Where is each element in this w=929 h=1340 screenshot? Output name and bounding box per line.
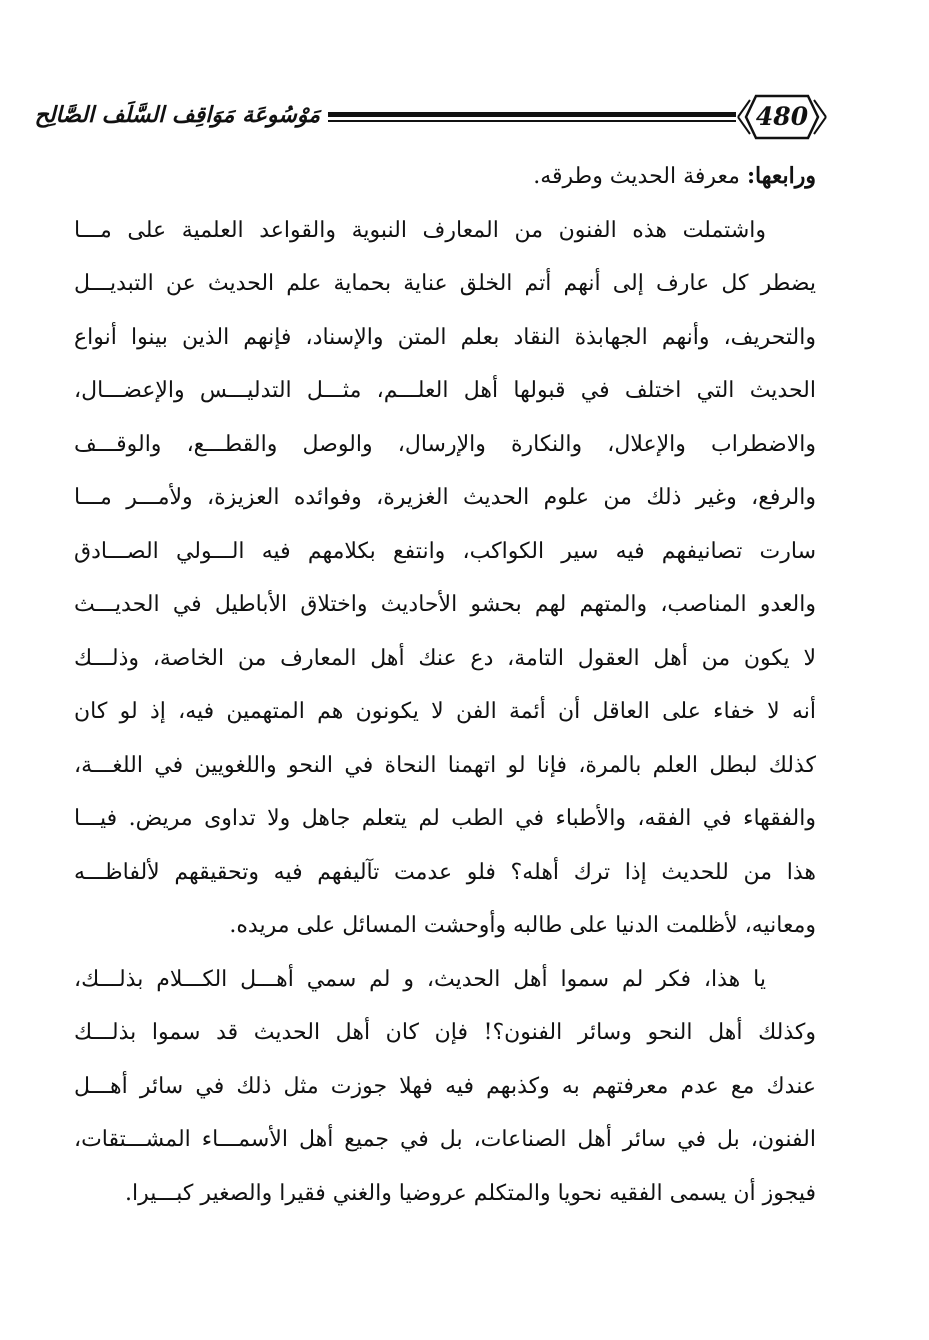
book-title: مَوْسُوعَة مَوَاقِف السَّلَف الصَّالِح [34, 102, 320, 128]
text-line: سارت تصانيفهم فيه سير الكواكب، وانتفع بكلامهم فيه الـــولي الصـــادق [74, 538, 816, 564]
text-line: هذا من للحديث إذا ترك أهله؟ فلو عدمت تآليفهم فيه وتحقيقهم لألفاظـــه [74, 859, 816, 885]
first-line [74, 150, 816, 204]
text-line: يضطر كل عارف إلى أنهم أتم الخلق عناية بحماية علم الحديث عن التبديـــل [74, 271, 816, 296]
text-line: أنه لا خفاء على العاقل أن أئمة الفن لا يكونون هم المتهمين فيه، إذ لو كان [74, 699, 816, 724]
page-body [74, 150, 816, 1220]
text-line: والتحريف، وأنهم الجهابذة النقاد بعلم المتن والإسناد، فإنهم الذين بينوا أنواع [74, 324, 816, 350]
header-rule [328, 112, 736, 122]
text-line: وكذلك أهل النحو وسائر الفنون؟! فإن كان أهل الحديث قد سموا بذلـــك [74, 1020, 816, 1045]
paragraph-2 [74, 953, 816, 1221]
page-header [34, 88, 828, 152]
text-line: والرفع، وغير ذلك من علوم الحديث الغزيرة، وفوائده العزيزة، ولأمـــر مـــا [74, 485, 816, 510]
page-number-badge [736, 92, 828, 142]
paragraph-1 [74, 204, 816, 953]
section-lead-text: معرفة الحديث وطرقه. [533, 164, 740, 189]
section-lead: ورابعها: [746, 163, 816, 189]
text-line: ومعانيه، لأظلمت الدنيا على طالبه وأوحشت المسائل على مريده. [229, 913, 816, 938]
header-rule-thick [328, 112, 736, 117]
text-line: فيجوز أن يسمى الفقيه نحويا والمتكلم عروضيا والغني فقيرا والصغير كبـــيرا. [125, 1180, 816, 1206]
text-line: والعدو المناصب، والمتهم لهم بحشو الأحاديث واختلاق الأباطيل في الحديـــث [74, 592, 816, 617]
text-line: والفقهاء في الفقه، والأطباء في الطب لم يتعلم جاهل ولا تداوى مريض. فيـــا [74, 806, 816, 831]
text-line: الحديث التي اختلف في قبولها أهل العلـــم، مثـــل التدليـــس والإعضـــال، [74, 378, 816, 403]
text-line: والاضطراب والإعلال، والنكارة والإرسال، والوصل والقطـــع، والوقـــف [74, 431, 816, 457]
text-line: لا يكون من أهل العقول التامة، دع عنك أهل المعارف من الخاصة، وذلـــك [74, 645, 816, 671]
text-line: عندك مع عدم معرفتهم به وكذبهم فيه فهلا جوزت مثل ذلك في سائر أهـــل [74, 1073, 816, 1099]
header-rule-thin [328, 120, 736, 122]
text-line: يا هذا، فكر لم سموا أهل الحديث، و لم سمي أهـــل الكـــلام بذلـــك، [74, 966, 766, 992]
text-line: كذلك لبطل العلم بالمرة، فإنا لو اتهمنا النحاة في النحو واللغويين في اللغـــة، [74, 752, 816, 778]
text-line: الفنون، بل في سائر أهل الصناعات، بل في جميع أهل الأسمـــاء المشـــتقات، [74, 1127, 816, 1152]
text-line: واشتملت هذه الفنون من المعارف النبوية والقواعد العلمية على مـــا [74, 217, 766, 243]
page-number: 480 [755, 102, 809, 131]
